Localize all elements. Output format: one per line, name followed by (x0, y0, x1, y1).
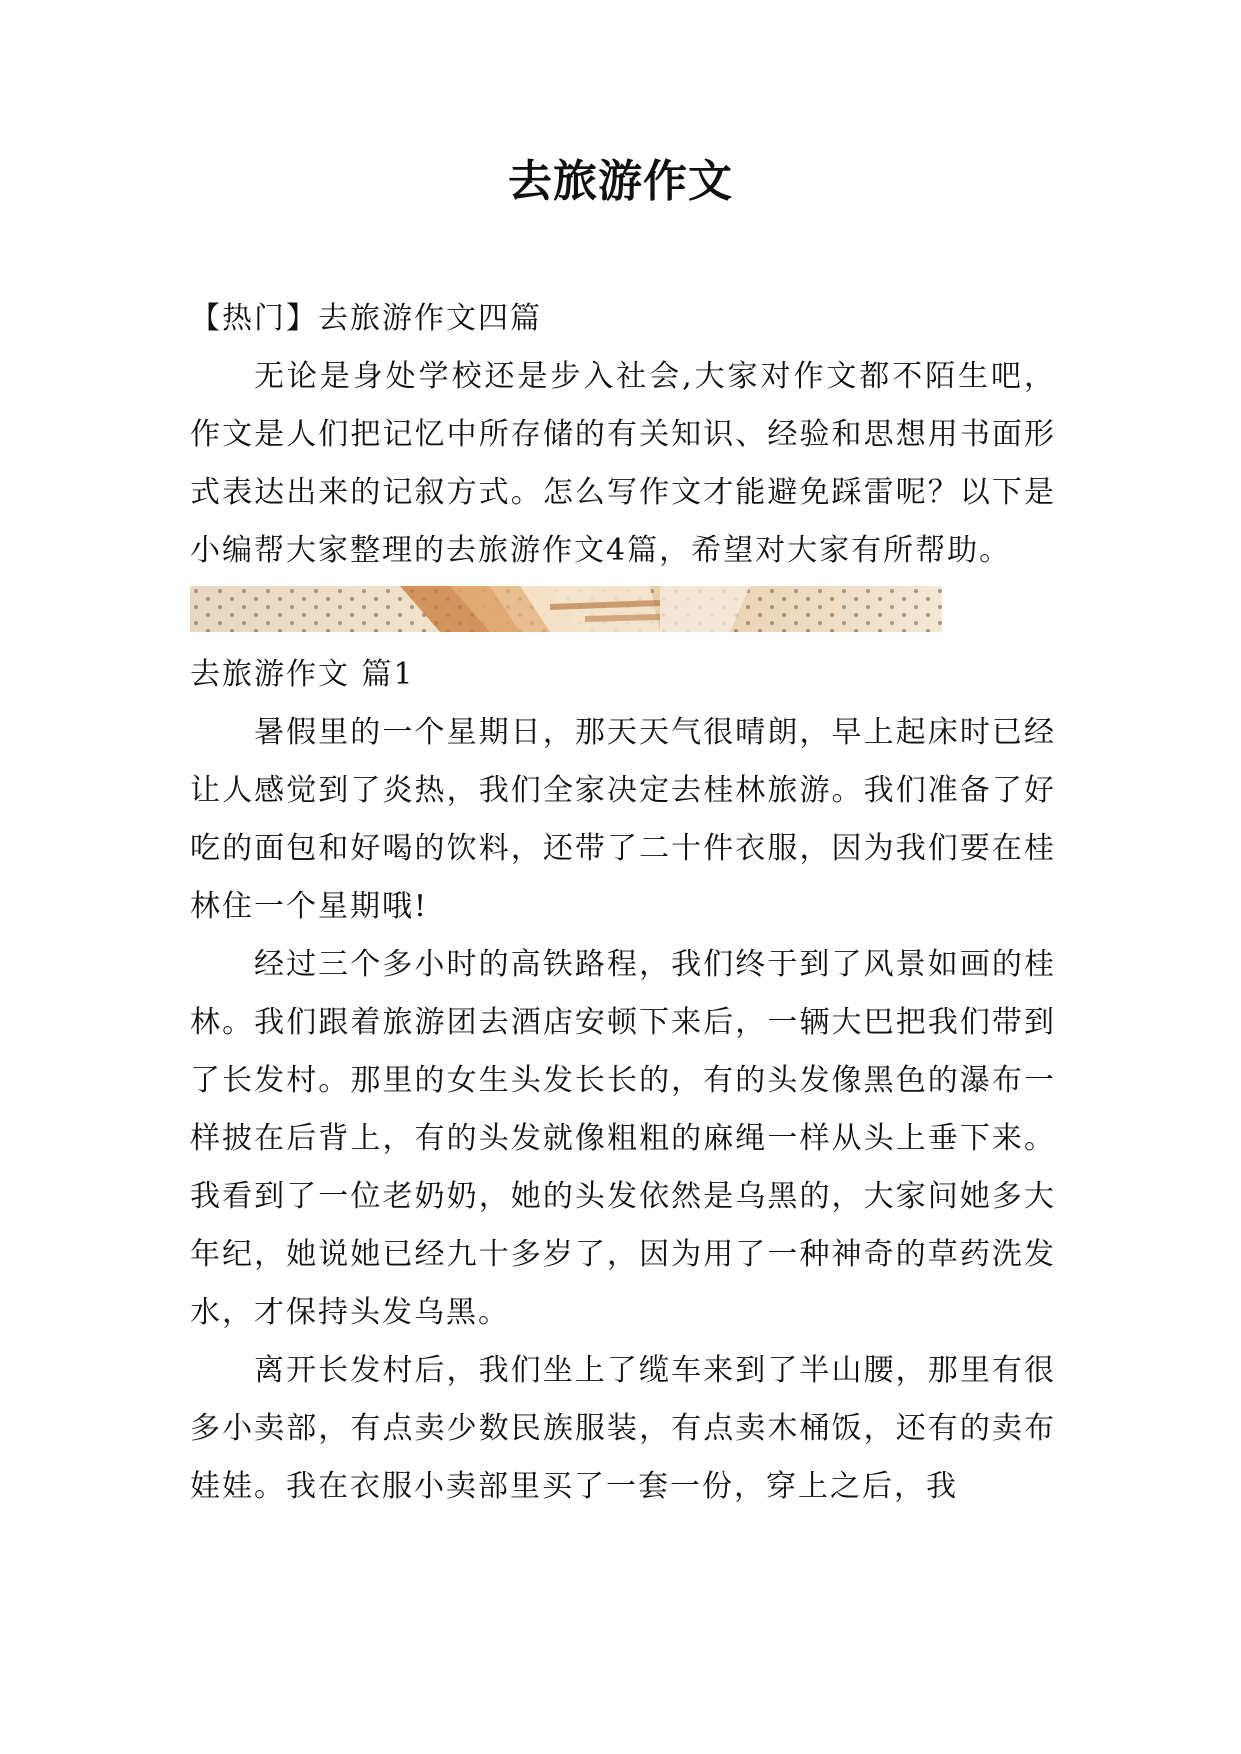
section-1-paragraph-3: 离开长发村后，我们坐上了缆车来到了半山腰，那里有很多小卖部，有点卖少数民族服装，有点卖木桶饭，还有的卖布娃娃。我在衣服小卖部里买了一套一份，穿上之后，我 (190, 1353, 1056, 1504)
section-1-paragraph-2: 经过三个多小时的高铁路程，我们终于到了风景如画的桂林。我们跟着旅游团去酒店安顿下来后，一辆大巴把我们带到了长发村。那里的女生头发长长的，有的头发像黑色的瀑布一样披在后背上，有的头发就像粗粗的麻绳一样从头上垂下来。我看到了一位老奶奶，她的头发依然是乌黑的，大家问她多大年纪，她说她已经九十多岁了，因为用了一种神奇的草药洗发水，才保持头发乌黑。 (190, 947, 1056, 1330)
document-subtitle: 【热门】去旅游作文四篇 (190, 301, 542, 336)
section-1-heading: 去旅游作文 篇1 (190, 657, 415, 692)
section-1-paragraph-1: 暑假里的一个星期日，那天天气很晴朗，早上起床时已经让人感觉到了炎热，我们全家决定去桂林旅游。我们准备了好吃的面包和好喝的饮料，还带了二十件衣服，因为我们要在桂林住一个星期哦! (190, 715, 1056, 924)
document-body (190, 290, 1056, 1516)
document-title: 去旅游作文 (508, 156, 733, 207)
intro-paragraph: 无论是身处学校还是步入社会,大家对作文都不陌生吧，作文是人们把记忆中所存储的有关知识、经验和思想用书面形式表达出来的记叙方式。怎么写作文才能避免踩雷呢？以下是小编帮大家整理的去旅游作文4篇，希望对大家有所帮助。 (190, 359, 1056, 568)
decorative-banner-image (190, 586, 942, 632)
